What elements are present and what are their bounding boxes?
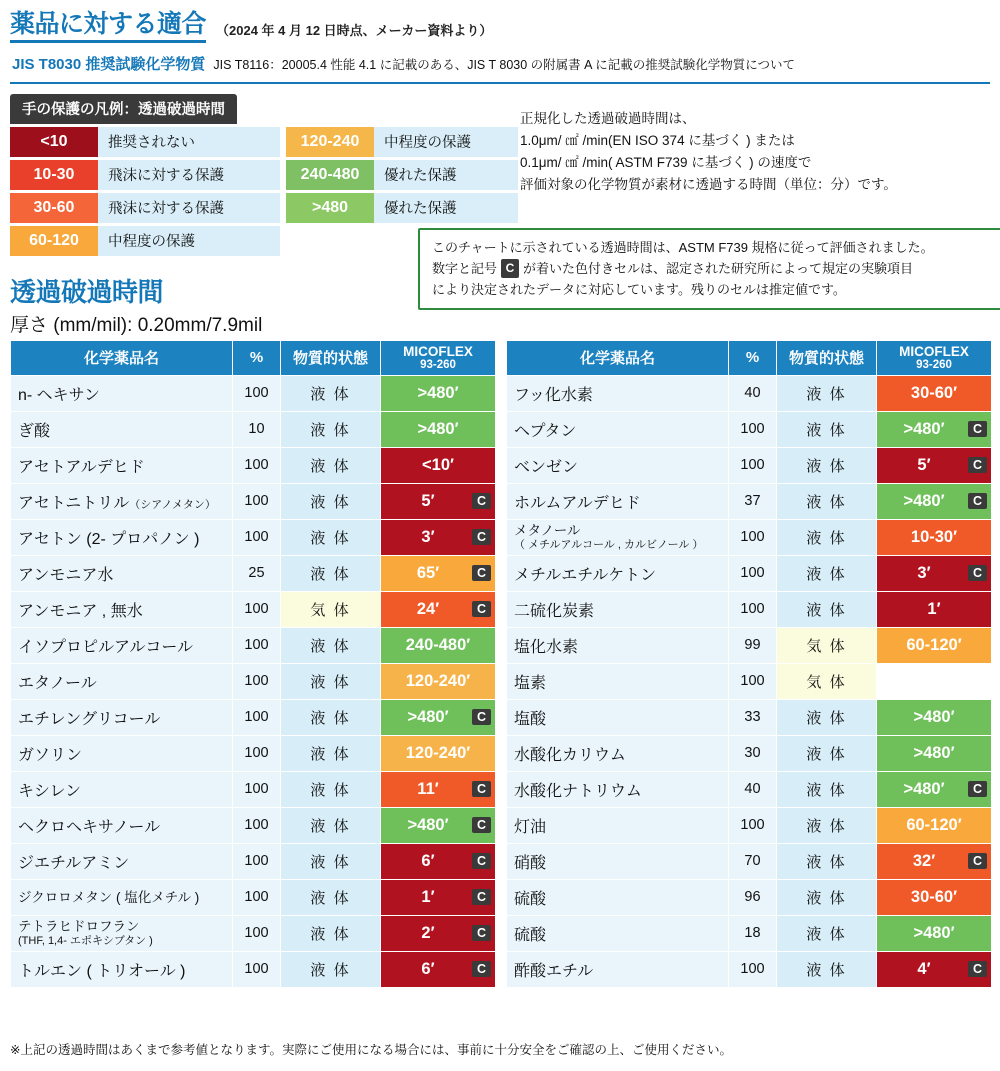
cell-chemical-name: ガソリン xyxy=(11,735,233,771)
cell-state: 液 体 xyxy=(777,699,877,735)
col-product-model: 93-260 xyxy=(420,359,456,372)
cell-state: 液 体 xyxy=(777,411,877,447)
cell-chemical-name: 灯油 xyxy=(507,807,729,843)
cell-chemical-name: アンモニア水 xyxy=(11,555,233,591)
cell-breakthrough-time: >480′ xyxy=(877,699,992,735)
explanation-text xyxy=(520,108,990,195)
cell-chemical-name: アセトニトリル（シアノメタン） xyxy=(11,483,233,519)
cell-state: 気 体 xyxy=(777,663,877,699)
cell-percent: 96 xyxy=(729,879,777,915)
jis-line xyxy=(0,47,1000,76)
table-row xyxy=(507,771,992,807)
table-row xyxy=(11,627,496,663)
cell-percent: 25 xyxy=(233,555,281,591)
legend-row xyxy=(10,160,280,190)
note-box xyxy=(418,228,1000,310)
cell-chemical-name: 塩化水素 xyxy=(507,627,729,663)
cell-state: 液 体 xyxy=(281,447,381,483)
c-badge-icon: C xyxy=(968,565,987,581)
note-line-1: このチャートに示されている透過時間は、ASTM F739 規格に従って評価されました。 xyxy=(432,240,934,255)
cell-breakthrough-time: 4′ C xyxy=(877,951,992,987)
cell-percent: 18 xyxy=(729,915,777,951)
header-divider xyxy=(10,82,990,84)
cell-percent: 100 xyxy=(233,951,281,987)
cell-breakthrough-time: 60-120′ xyxy=(877,627,992,663)
cell-state: 液 体 xyxy=(281,843,381,879)
header-note: （2024 年 4 月 12 日時点、メーカー資料より） xyxy=(216,22,493,38)
cell-chemical-name: n- ヘキサン xyxy=(11,375,233,411)
cell-percent: 100 xyxy=(729,591,777,627)
table-row xyxy=(507,627,992,663)
cell-state: 液 体 xyxy=(281,483,381,519)
cell-chemical-name: メチルエチルケトン xyxy=(507,555,729,591)
cell-breakthrough-time: >480′ xyxy=(381,411,496,447)
cell-chemical-name: ヘクロヘキサノール xyxy=(11,807,233,843)
cell-state: 液 体 xyxy=(281,627,381,663)
table-row xyxy=(507,663,992,699)
cell-breakthrough-time xyxy=(877,663,992,699)
legend-row xyxy=(286,127,518,157)
table-row xyxy=(507,483,992,519)
cell-breakthrough-time: >480′ C xyxy=(877,483,992,519)
cell-state: 液 体 xyxy=(777,375,877,411)
cell-chemical-name: 水酸化カリウム xyxy=(507,735,729,771)
cell-state: 液 体 xyxy=(281,663,381,699)
legend-swatch: <10 xyxy=(10,127,98,157)
table-row xyxy=(11,483,496,519)
cell-state: 気 体 xyxy=(777,627,877,663)
col-product-name: MICOFLEX xyxy=(899,344,969,359)
cell-state: 液 体 xyxy=(777,483,877,519)
cell-breakthrough-time: >480′ xyxy=(877,915,992,951)
cell-breakthrough-time: >480′ C xyxy=(877,411,992,447)
c-badge-icon: C xyxy=(968,961,987,977)
table-row xyxy=(11,879,496,915)
table-row xyxy=(11,843,496,879)
explanation-line-3: 0.1μm/ ㎠ /min( ASTM F739 に基づく ) の速度で xyxy=(520,154,812,170)
col-product xyxy=(877,341,992,376)
cell-percent: 100 xyxy=(233,843,281,879)
cell-percent: 100 xyxy=(233,591,281,627)
cell-percent: 100 xyxy=(233,483,281,519)
cell-percent: 100 xyxy=(729,447,777,483)
cell-breakthrough-time: 30-60′ xyxy=(877,375,992,411)
cell-breakthrough-time: 24′ C xyxy=(381,591,496,627)
cell-percent: 100 xyxy=(233,915,281,951)
cell-chemical-name: 硫酸 xyxy=(507,879,729,915)
note-line-2-b: が着いた色付きセルは、認定された研究所によって規定の実験項目 xyxy=(522,261,913,277)
table-left xyxy=(10,340,496,988)
cell-percent: 100 xyxy=(729,519,777,555)
explanation-line-4: 評価対象の化学物質が素材に透過する時間（単位：分）です。 xyxy=(520,176,897,192)
c-badge-icon: C xyxy=(501,259,520,278)
legend-swatch: 60-120 xyxy=(10,226,98,256)
legend-swatch: 240-480 xyxy=(286,160,374,190)
cell-breakthrough-time: 30-60′ xyxy=(877,879,992,915)
cell-state: 液 体 xyxy=(281,411,381,447)
table-row xyxy=(11,771,496,807)
legend-swatch: 30-60 xyxy=(10,193,98,223)
legend-swatch: >480 xyxy=(286,193,374,223)
cell-state: 液 体 xyxy=(777,519,877,555)
table-header-row xyxy=(507,341,992,376)
cell-chemical-name: アンモニア , 無水 xyxy=(11,591,233,627)
jis-label: JIS T8030 推奨試験化学物質 xyxy=(12,55,206,73)
legend-column-left xyxy=(10,127,280,256)
cell-chemical-name: アセトン (2- プロパノン ) xyxy=(11,519,233,555)
c-badge-icon: C xyxy=(472,601,491,617)
col-product-model: 93-260 xyxy=(916,359,952,372)
cell-breakthrough-time: 3′ C xyxy=(877,555,992,591)
cell-chemical-name: イソプロピルアルコール xyxy=(11,627,233,663)
cell-state: 液 体 xyxy=(281,915,381,951)
legend-row xyxy=(10,193,280,223)
cell-percent: 100 xyxy=(233,807,281,843)
cell-state: 液 体 xyxy=(281,771,381,807)
table-row xyxy=(507,555,992,591)
legend-row xyxy=(286,160,518,190)
cell-percent: 100 xyxy=(729,951,777,987)
col-chemical-name: 化学薬品名 xyxy=(11,341,233,376)
legend-swatch: 120-240 xyxy=(286,127,374,157)
cell-state: 液 体 xyxy=(281,699,381,735)
c-badge-icon: C xyxy=(968,493,987,509)
table-row xyxy=(11,555,496,591)
cell-percent: 100 xyxy=(729,411,777,447)
cell-breakthrough-time: >480′ C xyxy=(381,807,496,843)
cell-state: 液 体 xyxy=(777,771,877,807)
table-row xyxy=(11,447,496,483)
cell-percent: 37 xyxy=(729,483,777,519)
cell-state: 液 体 xyxy=(281,735,381,771)
cell-percent: 100 xyxy=(233,627,281,663)
cell-state: 液 体 xyxy=(281,375,381,411)
col-state: 物質的状態 xyxy=(281,341,381,376)
cell-chemical-name: 塩酸 xyxy=(507,699,729,735)
cell-percent: 10 xyxy=(233,411,281,447)
cell-breakthrough-time: 120-240′ xyxy=(381,735,496,771)
cell-breakthrough-time: <10′ xyxy=(381,447,496,483)
cell-breakthrough-time: 5′ C xyxy=(877,447,992,483)
table-row xyxy=(11,663,496,699)
table-row xyxy=(11,519,496,555)
cell-chemical-name: ホルムアルデヒド xyxy=(507,483,729,519)
legend-description: 優れた保護 xyxy=(374,193,518,223)
cell-chemical-name: 酢酸エチル xyxy=(507,951,729,987)
cell-chemical-name: 硫酸 xyxy=(507,915,729,951)
table-row xyxy=(507,375,992,411)
legend-description: 推奨されない xyxy=(98,127,280,157)
table-row xyxy=(507,843,992,879)
cell-percent: 100 xyxy=(729,555,777,591)
cell-state: 液 体 xyxy=(777,735,877,771)
cell-percent: 100 xyxy=(233,735,281,771)
cell-percent: 100 xyxy=(233,663,281,699)
table-right xyxy=(506,340,992,988)
cell-breakthrough-time: 1′ xyxy=(877,591,992,627)
cell-chemical-name: エチレングリコール xyxy=(11,699,233,735)
cell-percent: 40 xyxy=(729,375,777,411)
c-badge-icon: C xyxy=(472,565,491,581)
cell-breakthrough-time: >480′ xyxy=(877,735,992,771)
cell-state: 液 体 xyxy=(777,879,877,915)
col-chemical-name: 化学薬品名 xyxy=(507,341,729,376)
note-line-3: により決定されたデータに対応しています。残りのセルは推定値です。 xyxy=(432,282,846,298)
cell-chemical-name: エタノール xyxy=(11,663,233,699)
cell-percent: 30 xyxy=(729,735,777,771)
explanation-line-1: 正規化した透過破過時間は、 xyxy=(520,111,696,126)
table-header-row xyxy=(11,341,496,376)
jis-text: JIS T8116：20005.4 性能 4.1 に記載のある、JIS T 8030 の附属書 A に記載の推奨試験化学物質について xyxy=(213,57,796,72)
table-row xyxy=(507,411,992,447)
cell-chemical-name: 塩素 xyxy=(507,663,729,699)
cell-chemical-name: 水酸化ナトリウム xyxy=(507,771,729,807)
cell-chemical-name: トルエン ( トリオール ) xyxy=(11,951,233,987)
cell-state: 液 体 xyxy=(281,879,381,915)
table-row xyxy=(11,699,496,735)
c-badge-icon: C xyxy=(472,889,491,905)
c-badge-icon: C xyxy=(472,781,491,797)
note-line-2-a: 数字と記号 xyxy=(432,261,498,277)
table-row xyxy=(11,411,496,447)
cell-breakthrough-time: 240-480′ xyxy=(381,627,496,663)
legend-description: 飛沫に対する保護 xyxy=(98,193,280,223)
cell-breakthrough-time: 11′ C xyxy=(381,771,496,807)
cell-state: 液 体 xyxy=(281,951,381,987)
col-percent: % xyxy=(729,341,777,376)
legend-description: 中程度の保護 xyxy=(374,127,518,157)
table-row xyxy=(507,519,992,555)
cell-breakthrough-time: 6′ C xyxy=(381,951,496,987)
cell-percent: 99 xyxy=(729,627,777,663)
document-header xyxy=(0,0,1000,47)
cell-breakthrough-time: 120-240′ xyxy=(381,663,496,699)
legend-row xyxy=(10,226,280,256)
cell-chemical-name: ベンゼン xyxy=(507,447,729,483)
c-badge-icon: C xyxy=(968,457,987,473)
cell-state: 液 体 xyxy=(777,915,877,951)
c-badge-icon: C xyxy=(472,709,491,725)
cell-percent: 100 xyxy=(233,447,281,483)
cell-breakthrough-time: 5′ C xyxy=(381,483,496,519)
cell-percent: 100 xyxy=(729,807,777,843)
table-row xyxy=(11,915,496,951)
cell-state: 液 体 xyxy=(281,807,381,843)
cell-percent: 100 xyxy=(233,519,281,555)
page-title: 薬品に対する適合 xyxy=(10,10,206,43)
cell-chemical-name: 二硫化炭素 xyxy=(507,591,729,627)
c-badge-icon: C xyxy=(968,421,987,437)
table-row xyxy=(11,591,496,627)
c-badge-icon: C xyxy=(472,853,491,869)
footer-note: ※上記の透過時間はあくまで参考値となります。実際にご使用になる場合には、事前に十分安全をご確認の上、ご使用ください。 xyxy=(10,1043,732,1057)
cell-chemical-name: アセトアルデヒド xyxy=(11,447,233,483)
cell-percent: 100 xyxy=(233,771,281,807)
cell-breakthrough-time: >480′ C xyxy=(877,771,992,807)
cell-chemical-name: ジクロロメタン ( 塩化メチル ) xyxy=(11,879,233,915)
cell-breakthrough-time: 2′ C xyxy=(381,915,496,951)
cell-breakthrough-time: 60-120′ xyxy=(877,807,992,843)
table-row xyxy=(507,735,992,771)
cell-percent: 70 xyxy=(729,843,777,879)
cell-state: 液 体 xyxy=(777,555,877,591)
table-row xyxy=(507,915,992,951)
cell-state: 液 体 xyxy=(777,591,877,627)
cell-breakthrough-time: >480′ C xyxy=(381,699,496,735)
cell-state: 気 体 xyxy=(281,591,381,627)
data-tables xyxy=(10,340,990,988)
cell-state: 液 体 xyxy=(777,843,877,879)
table-row xyxy=(11,375,496,411)
table-row xyxy=(507,807,992,843)
cell-percent: 100 xyxy=(729,663,777,699)
cell-chemical-name: キシレン xyxy=(11,771,233,807)
legend-title: 手の保護の凡例：透過破過時間 xyxy=(10,94,237,124)
note-line-2 xyxy=(432,258,1000,279)
cell-chemical-name: ヘプタン xyxy=(507,411,729,447)
cell-breakthrough-time: 3′ C xyxy=(381,519,496,555)
thickness-label: 厚さ (mm/mil): 0.20mm/7.9mil xyxy=(10,315,263,336)
cell-chemical-name: フッ化水素 xyxy=(507,375,729,411)
cell-percent: 100 xyxy=(233,879,281,915)
table-row xyxy=(11,735,496,771)
cell-percent: 100 xyxy=(233,699,281,735)
cell-breakthrough-time: 6′ C xyxy=(381,843,496,879)
col-state: 物質的状態 xyxy=(777,341,877,376)
cell-state: 液 体 xyxy=(281,555,381,591)
table-row xyxy=(507,699,992,735)
explanation-line-2: 1.0μm/ ㎠ /min(EN ISO 374 に基づく ) または xyxy=(520,132,795,148)
table-row xyxy=(507,447,992,483)
section-title: 透過破過時間 xyxy=(10,277,164,307)
cell-breakthrough-time: 1′ C xyxy=(381,879,496,915)
table-row xyxy=(507,879,992,915)
c-badge-icon: C xyxy=(472,529,491,545)
cell-chemical-name: ジエチルアミン xyxy=(11,843,233,879)
cell-breakthrough-time: 32′ C xyxy=(877,843,992,879)
legend-description: 飛沫に対する保護 xyxy=(98,160,280,190)
cell-state: 液 体 xyxy=(281,519,381,555)
c-badge-icon: C xyxy=(968,781,987,797)
col-product xyxy=(381,341,496,376)
cell-chemical-name: ぎ酸 xyxy=(11,411,233,447)
c-badge-icon: C xyxy=(472,925,491,941)
cell-percent: 40 xyxy=(729,771,777,807)
col-product-name: MICOFLEX xyxy=(403,344,473,359)
table-row xyxy=(507,951,992,987)
table-row xyxy=(11,951,496,987)
c-badge-icon: C xyxy=(472,817,491,833)
cell-state: 液 体 xyxy=(777,447,877,483)
legend-row xyxy=(286,193,518,223)
legend-swatch: 10-30 xyxy=(10,160,98,190)
cell-percent: 33 xyxy=(729,699,777,735)
cell-state: 液 体 xyxy=(777,951,877,987)
cell-state: 液 体 xyxy=(777,807,877,843)
cell-chemical-name: メタノール （ メチルアルコール , カルビノール ） xyxy=(507,519,729,555)
c-badge-icon: C xyxy=(968,853,987,869)
c-badge-icon: C xyxy=(472,961,491,977)
c-badge-icon: C xyxy=(472,493,491,509)
cell-breakthrough-time: 10-30′ xyxy=(877,519,992,555)
table-row xyxy=(11,807,496,843)
col-percent: % xyxy=(233,341,281,376)
cell-chemical-name: 硝酸 xyxy=(507,843,729,879)
cell-breakthrough-time: >480′ xyxy=(381,375,496,411)
cell-chemical-name: テトラヒドロフラン (THF, 1,4- エポキシブタン ) xyxy=(11,915,233,951)
table-row xyxy=(507,591,992,627)
legend-description: 優れた保護 xyxy=(374,160,518,190)
legend-description: 中程度の保護 xyxy=(98,226,280,256)
legend-row xyxy=(10,127,280,157)
cell-percent: 100 xyxy=(233,375,281,411)
cell-breakthrough-time: 65′ C xyxy=(381,555,496,591)
